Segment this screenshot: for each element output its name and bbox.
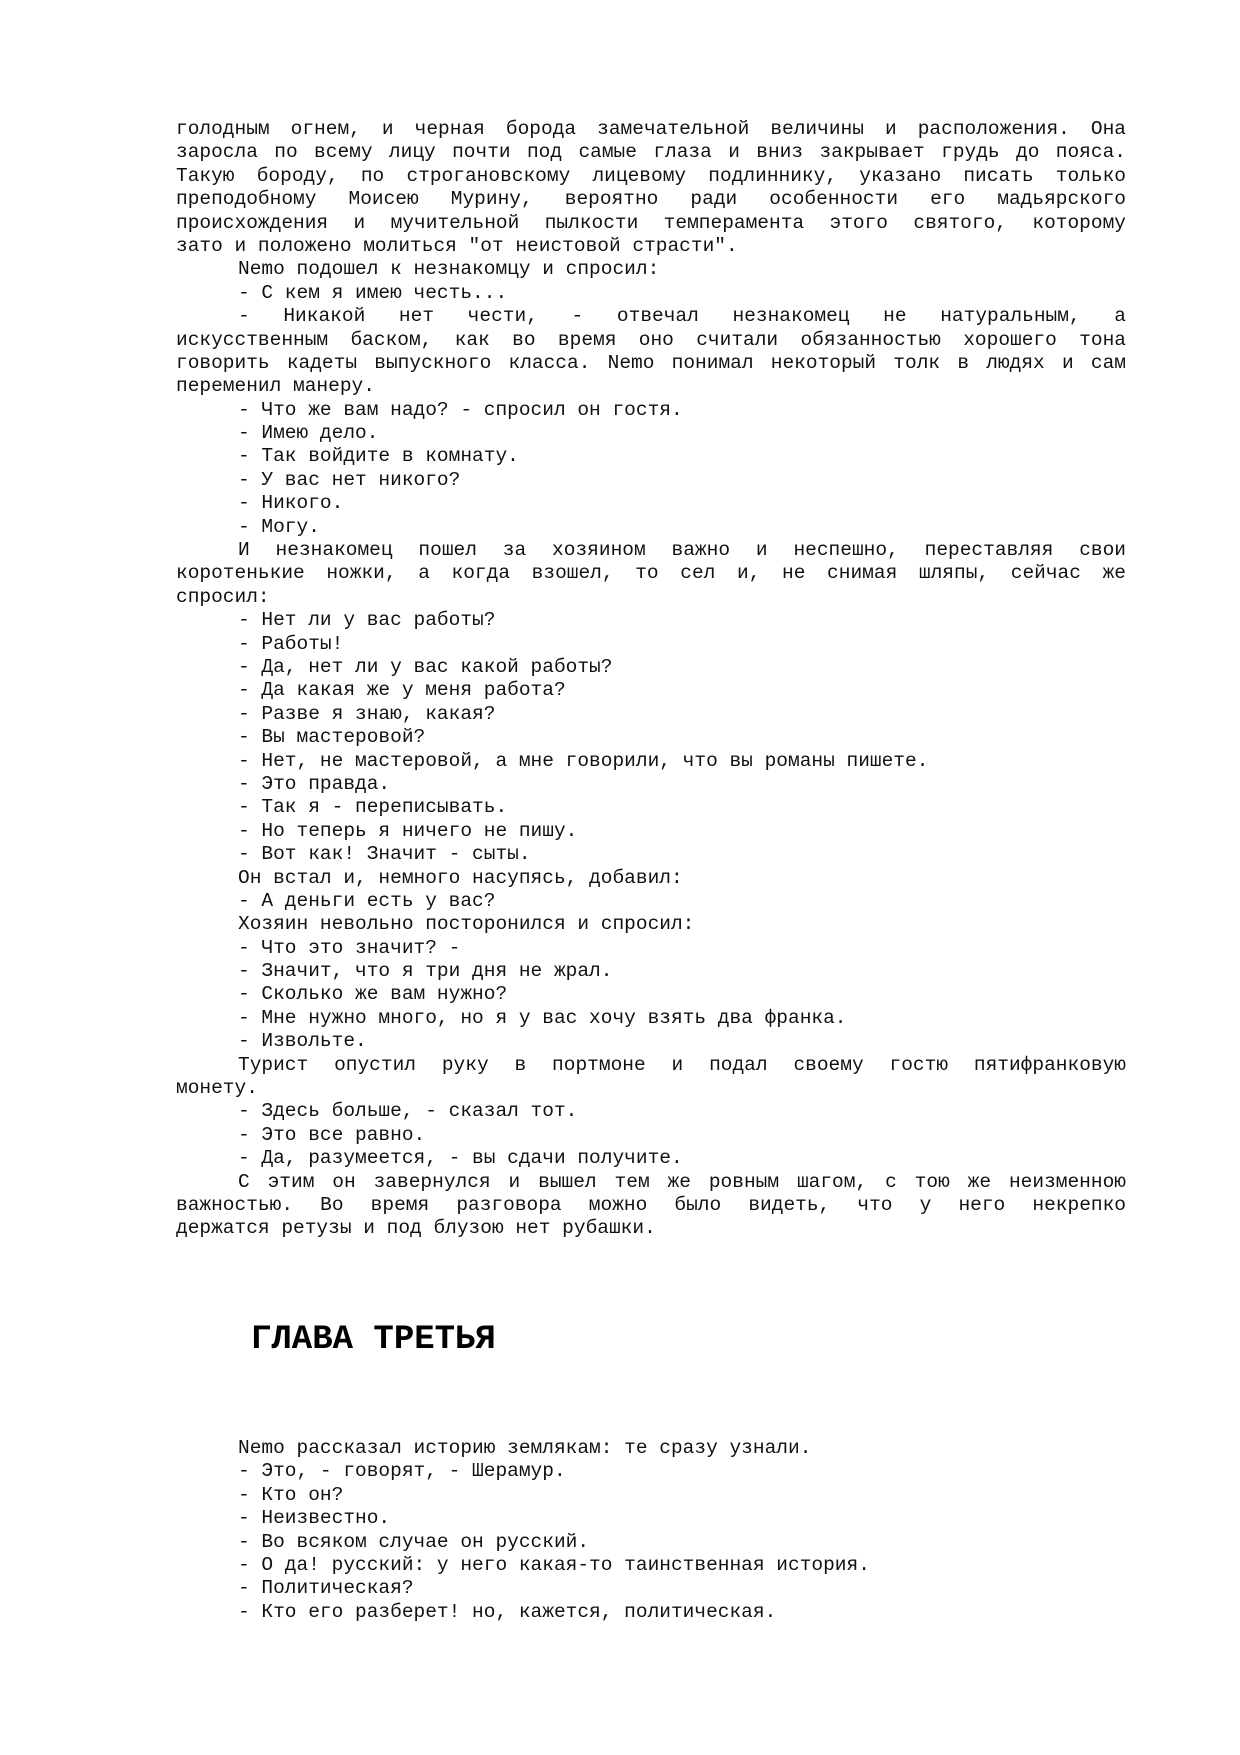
- text-line: Nemo рассказал историю землякам: те сразу узнали.: [238, 1437, 812, 1459]
- text-line: - Что же вам надо? - спросил он гостя.: [238, 398, 683, 421]
- text-line: - Нет ли у вас работы?: [238, 609, 496, 632]
- text-line: - Кто он?: [238, 1483, 344, 1506]
- text-line: заросла по всему лицу почти под самые глаза и вниз закрывает грудь до пояса.: [176, 141, 1126, 164]
- text-line: - Да, разумеется, - вы сдачи получите.: [238, 1147, 683, 1170]
- text-line: - Да, нет ли у вас какой работы?: [238, 655, 613, 678]
- text-line: - Но теперь я ничего не пишу.: [238, 819, 578, 842]
- text-line: - Неизвестно.: [238, 1507, 391, 1530]
- text-line: - У вас нет никого?: [238, 468, 461, 491]
- text-line: С этим он завернулся и вышел тем же ровным шагом, с тою же неизменною: [238, 1170, 1126, 1193]
- text-line: преподобному Моисею Мурину, вероятно ради особенности его мадьярского: [176, 188, 1126, 211]
- text-line: - Значит, что я три дня не жрал.: [238, 960, 613, 983]
- text-line: Хозяин невольно посторонился и спросил:: [238, 913, 695, 936]
- text-line: - Это, - говорят, - Шерамур.: [238, 1460, 566, 1483]
- text-line: - Да какая же у меня работа?: [238, 679, 566, 702]
- text-line: Он встал и, немного насупясь, добавил:: [238, 866, 683, 889]
- text-line: держатся ретузы и под блузою нет рубашки.: [176, 1217, 656, 1240]
- text-line: - Вот как! Значит - сыты.: [238, 843, 531, 866]
- text-line: - Кто его разберет! но, кажется, политическая.: [238, 1600, 777, 1623]
- text-line: - Так я - переписывать.: [238, 796, 508, 819]
- text-line: происхождения и мучительной пылкости темперамента этого святого, которому: [176, 211, 1126, 234]
- text-line: - Сколько же вам нужно?: [238, 983, 508, 1006]
- chapter-title: ГЛАВА ТРЕТЬЯ: [251, 1321, 496, 1359]
- text-line: Nemo подошел к незнакомцу и спросил:: [238, 258, 660, 281]
- text-line: - Политическая?: [238, 1577, 414, 1600]
- text-line: - Могу.: [238, 515, 320, 538]
- text-line: - Работы!: [238, 632, 344, 655]
- text-line: - Имею дело.: [238, 422, 379, 445]
- body-text-bottom: [176, 1437, 1126, 1624]
- text-line: - Что это значит? -: [238, 936, 461, 959]
- text-line: спросил:: [176, 585, 270, 608]
- text-line: - Это все равно.: [238, 1123, 426, 1146]
- text-line: - Мне нужно много, но я у вас хочу взять два франка.: [238, 1006, 847, 1029]
- text-line: - Никого.: [238, 492, 344, 515]
- text-line: зато и положено молиться "от неистовой страсти".: [176, 234, 738, 257]
- text-line: И незнакомец пошел за хозяином важно и неспешно, переставляя свои: [238, 539, 1126, 562]
- text-line: - С кем я имею честь...: [238, 281, 508, 304]
- text-line: - Извольте.: [238, 1030, 367, 1053]
- text-line: Такую бороду, по строгановскому лицевому подлиннику, указано писать только: [176, 164, 1126, 187]
- text-line: переменил манеру.: [176, 375, 375, 398]
- text-line: важностью. Во время разговора можно было видеть, что у него некрепко: [176, 1193, 1126, 1216]
- text-line: - Разве я знаю, какая?: [238, 702, 496, 725]
- text-line: - Никакой нет чести, - отвечал незнакомец не натуральным, а: [238, 305, 1126, 328]
- text-line: - Вы мастеровой?: [238, 726, 426, 749]
- text-line: монету.: [176, 1077, 258, 1100]
- text-line: говорить кадеты выпускного класса. Nemo понимал некоторый толк в людях и сам: [176, 351, 1126, 374]
- text-line: - Это правда.: [238, 772, 391, 795]
- text-line: - О да! русский: у него какая-то таинственная история.: [238, 1553, 870, 1576]
- text-line: - А деньги есть у вас?: [238, 889, 496, 912]
- text-line: Турист опустил руку в портмоне и подал своему гостю пятифранковую: [238, 1053, 1126, 1076]
- text-line: - Нет, не мастеровой, а мне говорили, что вы романы пишете.: [238, 749, 929, 772]
- text-line: голодным огнем, и черная борода замечательной величины и расположения. Она: [176, 118, 1126, 140]
- body-text-top: [176, 118, 1126, 1241]
- text-line: - Так войдите в комнату.: [238, 445, 519, 468]
- text-line: - Во всяком случае он русский.: [238, 1530, 590, 1553]
- text-line: - Здесь больше, - сказал тот.: [238, 1100, 578, 1123]
- text-line: искусственным баском, как во время оно считали обязанностью хорошего тона: [176, 328, 1126, 351]
- text-line: коротенькие ножки, а когда взошел, то сел и, не снимая шляпы, сейчас же: [176, 562, 1126, 585]
